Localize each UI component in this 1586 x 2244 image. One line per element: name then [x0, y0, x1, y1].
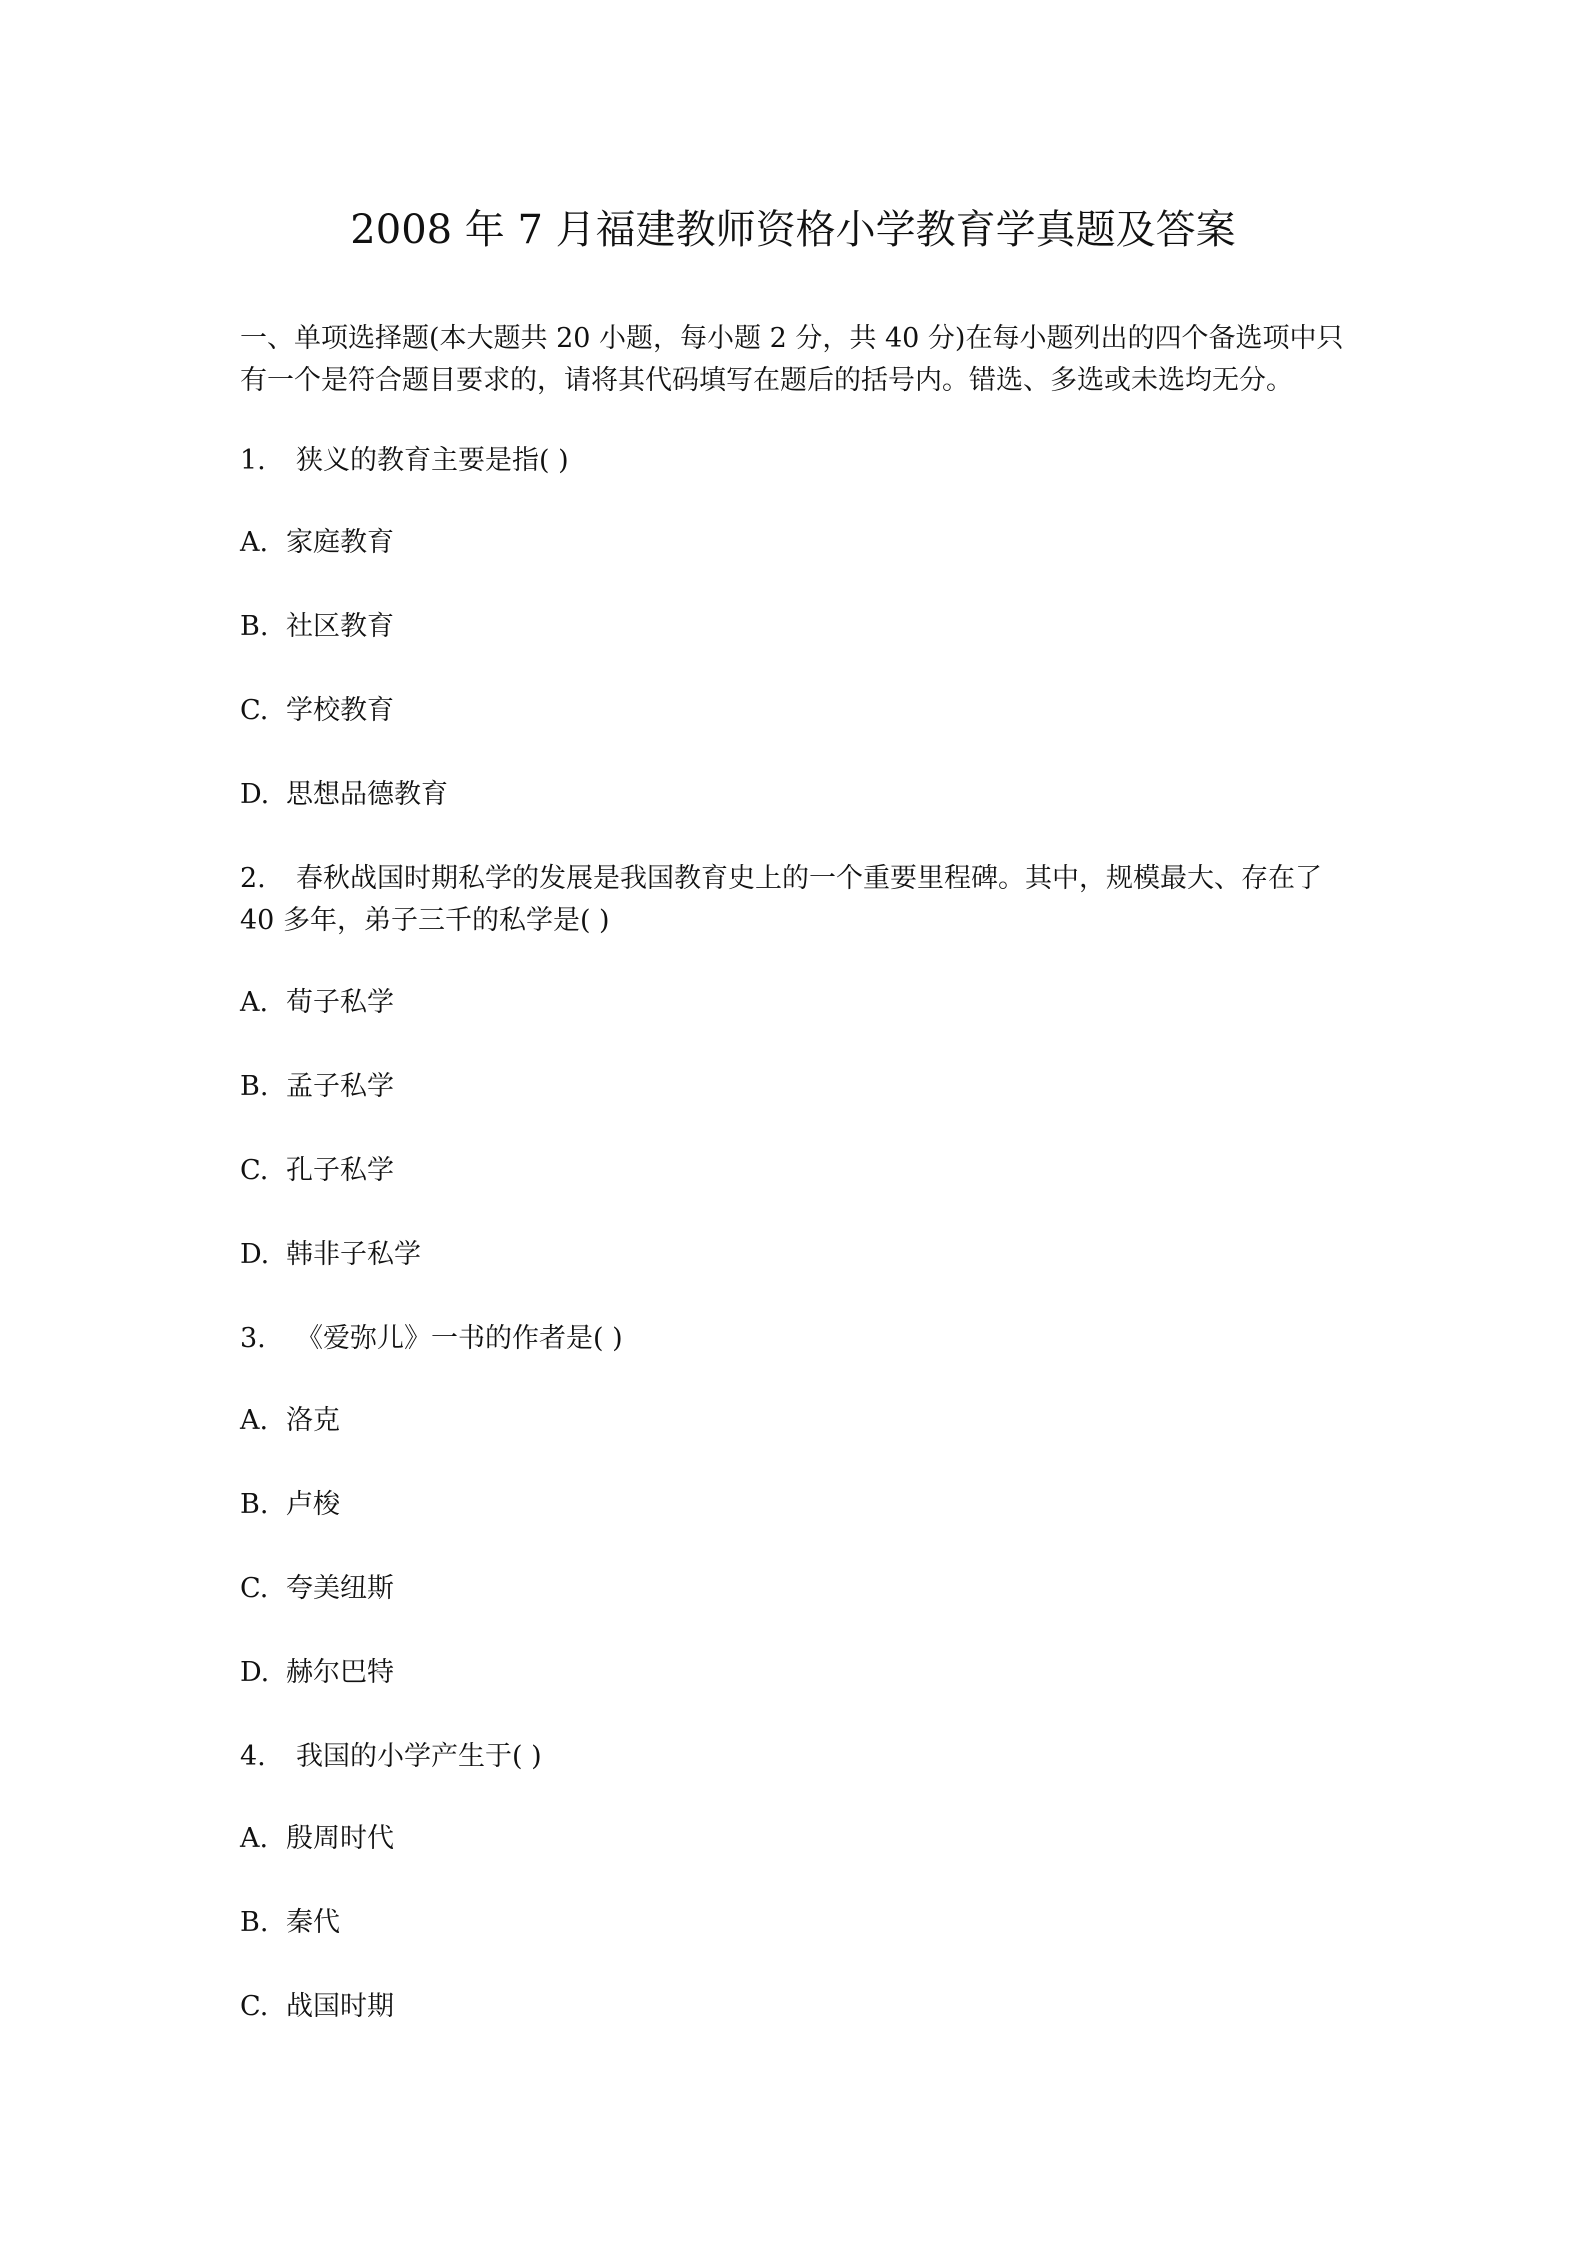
question-3 [240, 1318, 1360, 1360]
option-c: C. 孔子私学 [240, 1155, 394, 1186]
question-2 [240, 858, 1360, 942]
question-stem [240, 440, 1360, 482]
option-b: B. 卢梭 [240, 1489, 340, 1520]
option-d: D. 赫尔巴特 [240, 1657, 394, 1688]
option-a: A. 殷周时代 [240, 1823, 394, 1854]
option-c: C. 学校教育 [240, 695, 394, 726]
document-body [240, 318, 1360, 2070]
section-intro-line: 有一个是符合题目要求的，请将其代码填写在题后的括号内。错选、多选或未选均无分。 [240, 365, 1293, 396]
question-number: 4. [240, 1741, 266, 1772]
question-stem [240, 858, 1360, 900]
option-c: C. 战国时期 [240, 1991, 394, 2022]
question-1 [240, 440, 1360, 482]
question-stem [240, 1318, 1360, 1360]
option-a: A. 荀子私学 [240, 987, 394, 1018]
question-text: 《爱弥儿》一书的作者是( ) [296, 1323, 623, 1354]
question-text-cont: 40 多年，弟子三千的私学是( ) [240, 905, 610, 936]
question-text: 春秋战国时期私学的发展是我国教育史上的一个重要里程碑。其中，规模最大、存在了 [296, 863, 1322, 894]
question-text: 我国的小学产生于( ) [296, 1741, 542, 1772]
option-a: A. 家庭教育 [240, 527, 394, 558]
document-title: 2008 年 7 月福建教师资格小学教育学真题及答案 [350, 207, 1236, 253]
option-d: D. 韩非子私学 [240, 1239, 421, 1270]
question-number: 3. [240, 1323, 266, 1354]
section-intro [240, 318, 1360, 402]
option-c: C. 夸美纽斯 [240, 1573, 394, 1604]
option-b: B. 秦代 [240, 1907, 340, 1938]
question-text: 狭义的教育主要是指( ) [296, 445, 569, 476]
question-number: 2. [240, 863, 266, 894]
question-4 [240, 1736, 1360, 1778]
question-stem [240, 1736, 1360, 1778]
option-d: D. 思想品德教育 [240, 779, 448, 810]
option-b: B. 社区教育 [240, 611, 394, 642]
option-a: A. 洛克 [240, 1405, 340, 1436]
section-intro-line: 一、单项选择题(本大题共 20 小题，每小题 2 分，共 40 分)在每小题列出的四个备选项中只 [240, 323, 1344, 354]
option-b: B. 孟子私学 [240, 1071, 394, 1102]
question-number: 1. [240, 445, 266, 476]
